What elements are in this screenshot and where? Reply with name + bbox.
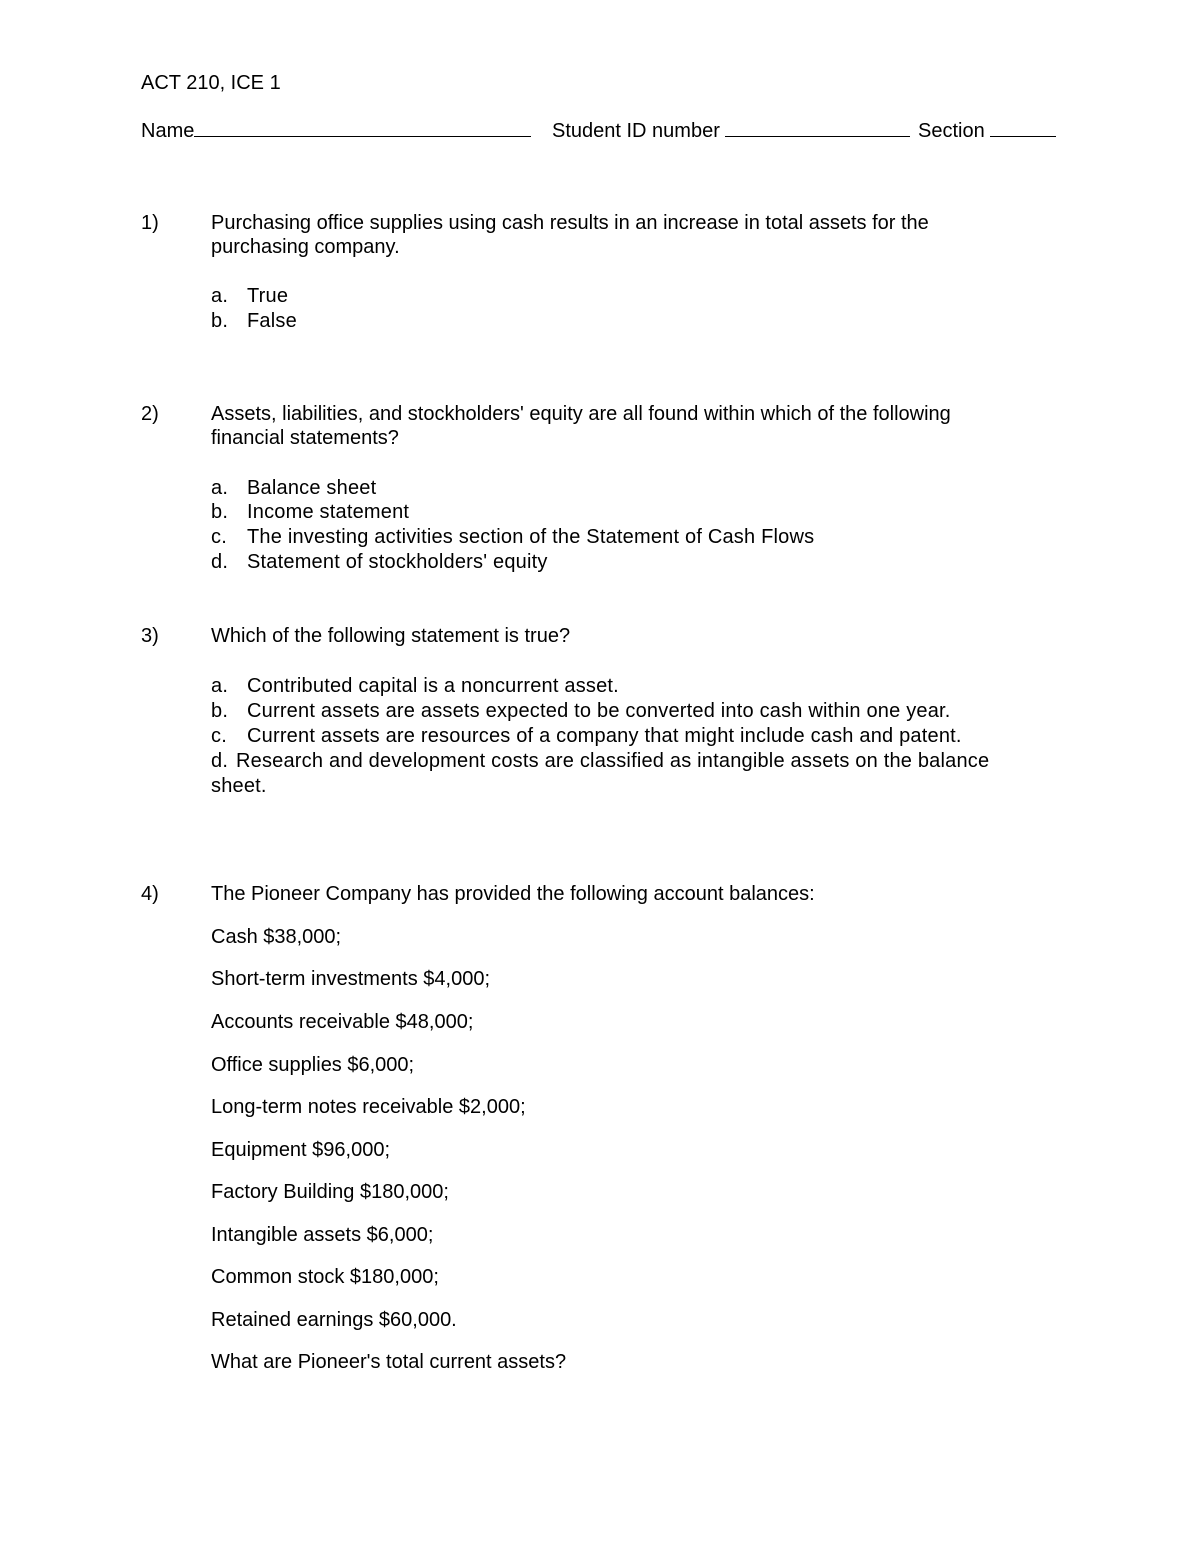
question-2-stem: Assets, liabilities, and stockholders' equity are all found within which of the following [211, 403, 951, 425]
balance-item: Retained earnings $60,000. [211, 1309, 457, 1331]
question-2-option-c[interactable]: c. The investing activities section of the Statement of Cash Flows [211, 526, 815, 548]
student-id-blank[interactable] [725, 118, 910, 137]
question-2-stem-cont: financial statements? [211, 427, 399, 449]
question-4-stem: The Pioneer Company has provided the following account balances: [211, 883, 815, 905]
balance-item: Short-term investments $4,000; [211, 968, 491, 990]
student-id-label: Student ID number [552, 120, 720, 142]
question-1-option-a[interactable]: a. True [211, 285, 289, 307]
name-blank[interactable] [194, 118, 531, 137]
balance-item: Equipment $96,000; [211, 1139, 391, 1161]
question-1-stem-cont: purchasing company. [211, 236, 400, 258]
balance-item: Long-term notes receivable $2,000; [211, 1096, 526, 1118]
section-label: Section [918, 120, 985, 142]
balance-item: Factory Building $180,000; [211, 1181, 449, 1203]
question-3-option-d[interactable]: d. Research and development costs are classified as intangible assets on the balance [211, 750, 990, 772]
question-1-option-b[interactable]: b. False [211, 310, 297, 332]
question-2-number: 2) [141, 403, 159, 425]
balance-item: Common stock $180,000; [211, 1266, 439, 1288]
section-blank[interactable] [990, 118, 1056, 137]
question-3-stem: Which of the following statement is true? [211, 625, 571, 647]
name-field[interactable] [141, 118, 531, 144]
balance-item: Cash $38,000; [211, 926, 342, 948]
question-4-question: What are Pioneer's total current assets? [211, 1351, 567, 1373]
question-3-option-d-cont: sheet. [211, 775, 267, 797]
question-1-stem: Purchasing office supplies using cash results in an increase in total assets for the [211, 212, 929, 234]
document-title: ACT 210, ICE 1 [141, 72, 281, 94]
balance-item: Intangible assets $6,000; [211, 1224, 434, 1246]
question-2-option-a[interactable]: a. Balance sheet [211, 477, 377, 499]
name-label: Name [141, 120, 195, 142]
question-3-number: 3) [141, 625, 159, 647]
question-1-number: 1) [141, 212, 159, 234]
question-3-option-c[interactable]: c. Current assets are resources of a company that might include cash and patent. [211, 725, 962, 747]
question-4-number: 4) [141, 883, 159, 905]
question-3-option-b[interactable]: b. Current assets are assets expected to be converted into cash within one year. [211, 700, 951, 722]
question-2-option-d[interactable]: d. Statement of stockholders' equity [211, 551, 548, 573]
question-3-option-a[interactable]: a. Contributed capital is a noncurrent asset. [211, 675, 619, 697]
student-id-field[interactable] [552, 118, 910, 144]
question-2-option-b[interactable]: b. Income statement [211, 501, 410, 523]
balance-item: Office supplies $6,000; [211, 1054, 415, 1076]
balance-item: Accounts receivable $48,000; [211, 1011, 474, 1033]
section-field[interactable] [918, 118, 1056, 144]
